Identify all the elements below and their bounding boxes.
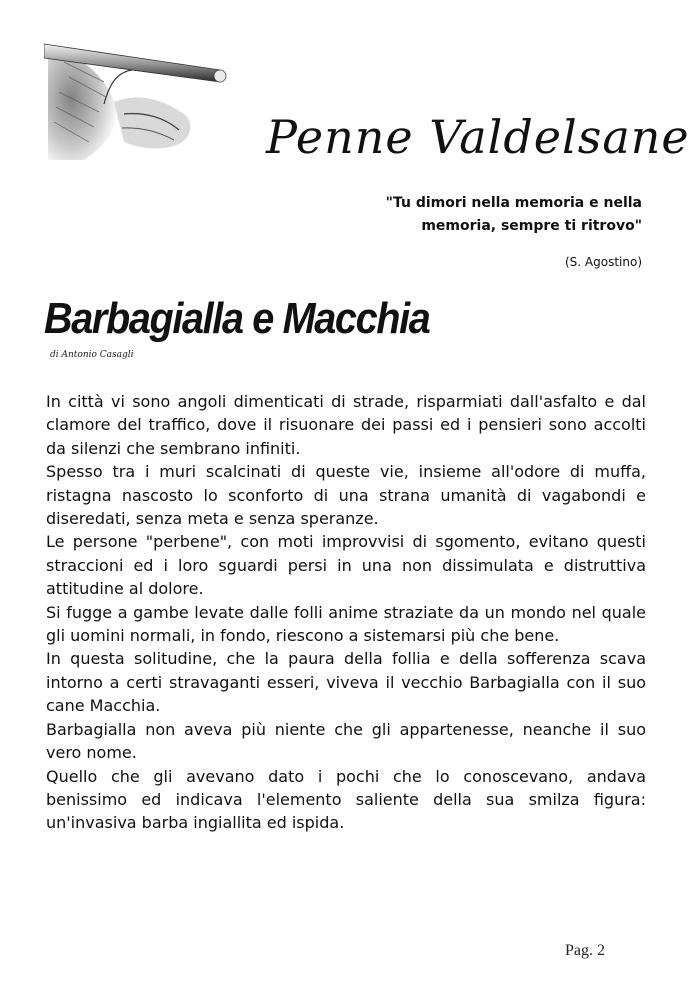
paragraph: Quello che gli avevano dato i pochi che lo conoscevano, andava benissimo ed indicava l'elemento saliente della sua smilza figura: un'invasiva barba ingiallita ed ispida. — [46, 766, 646, 833]
paragraph: In città vi sono angoli dimenticati di strade, risparmiati dall'asfalto e dal clamore del traffico, dove il risuonare dei passi ed i pensieri sono accolti da silenzi che sembrano infiniti. — [46, 392, 646, 458]
publication-title: Penne Valdelsane — [266, 110, 690, 164]
epigraph-author: (S. Agostino) — [564, 255, 642, 269]
article-byline: di Antonio Casagli — [50, 350, 134, 360]
article-title: Barbagialla e Macchia — [44, 294, 430, 343]
paragraph: In questa solitudine, che la paura della follia e della sofferenza scava intorno a certi stravaganti esseri, viveva il vecchio Barbagialla con il suo cane Macchia. — [46, 649, 646, 716]
paragraph: Barbagialla non aveva più niente che gli appartenesse, neanche il suo vero nome. — [46, 719, 646, 763]
epigraph-quote: "Tu dimori nella memoria e nella memoria, sempre ti ritrovo" — [385, 195, 642, 234]
paragraph: Le persone "perbene", con moti improvvisi di sgomento, evitano questi straccioni ed i loro sguardi persi in una non dissimulata e distruttiva attitudine al dolore. — [46, 532, 646, 599]
paragraph: Si fugge a gambe levate dalle folli anime straziate da un mondo nel quale gli uomini normali, in fondo, riescono a sistemarsi più che bene. — [46, 602, 646, 646]
paragraph: Spesso tra i muri scalcinati di queste vie, insieme all'odore di muffa, ristagna nascosto lo sconforto di una strana umanità di vagabondi e diseredati, senza meta e senza speranze. — [46, 462, 646, 529]
pen-drawing-icon — [44, 42, 234, 162]
page-number: Pag. 2 — [565, 942, 605, 959]
article-body — [46, 390, 646, 835]
